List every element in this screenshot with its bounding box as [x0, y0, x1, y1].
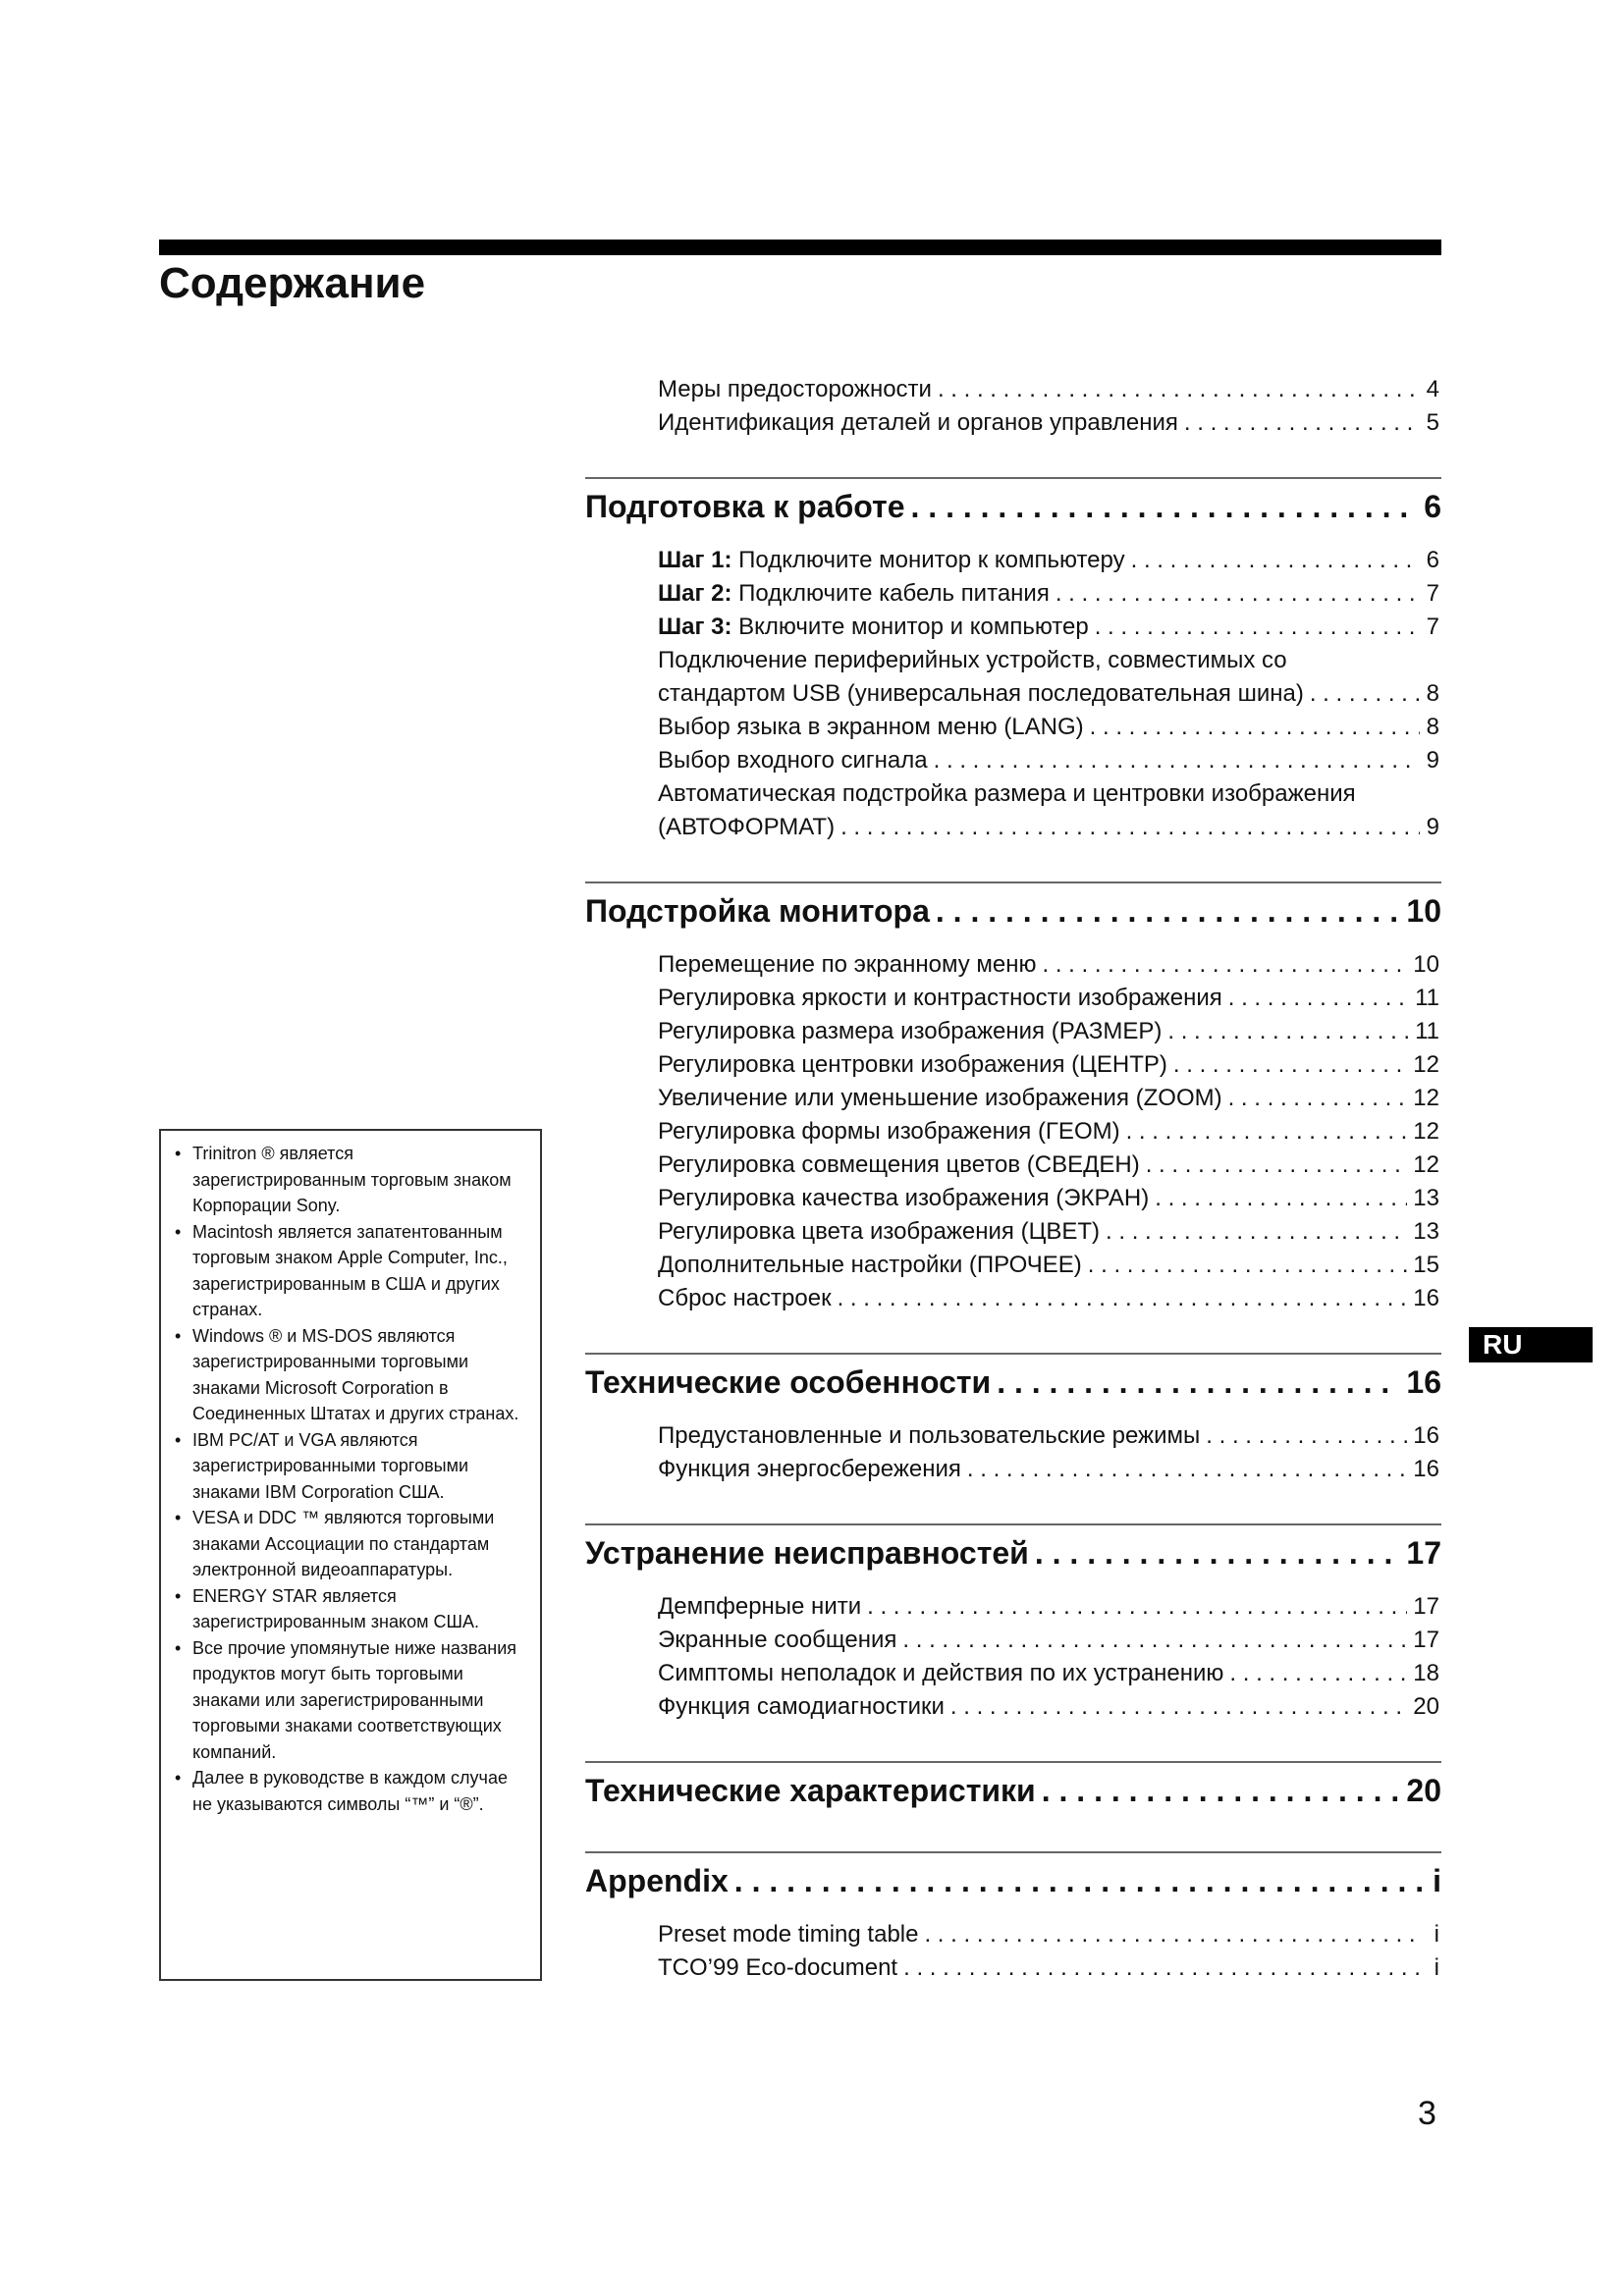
toc-entry[interactable] — [658, 1015, 1439, 1048]
dot-leader — [1056, 577, 1420, 611]
toc-entry-page: i — [1434, 1921, 1439, 1948]
toc-entry-label — [658, 406, 1178, 440]
toc-section-title: Технические особенности — [585, 1364, 992, 1400]
toc-entry[interactable] — [658, 1657, 1439, 1690]
dot-leader — [936, 887, 1401, 934]
dot-leader — [1146, 1148, 1408, 1182]
toc-entry-step: Шаг 1: — [658, 547, 732, 573]
toc-entry[interactable] — [658, 1453, 1439, 1486]
toc-entry-page: 5 — [1426, 409, 1439, 436]
trademark-note: • Trinitron ® является зарегистрированным торговым знаком Корпорации Sony. — [175, 1141, 530, 1219]
toc-section — [585, 881, 1441, 1315]
toc-entry-label — [658, 1690, 945, 1724]
toc-entry[interactable] — [658, 577, 1439, 611]
toc-entry-text: TCO’99 Eco-document — [658, 1954, 898, 1981]
trademark-note: • Macintosh является запатентованным торговым знаком Apple Computer, Inc., зарегистрированным в США и других странах. — [175, 1219, 530, 1323]
toc-entry-label — [658, 948, 1037, 982]
toc-entry-step: Шаг 2: — [658, 580, 732, 607]
toc-entry-text: (АВТОФОРМАТ) — [658, 814, 836, 840]
toc-entry-label — [658, 1590, 861, 1624]
dot-leader — [1206, 1419, 1407, 1453]
toc-entry-text: Подключите кабель питания — [738, 580, 1050, 607]
toc-entry-label — [658, 577, 1050, 611]
toc-entry-text: Регулировка формы изображения (ГЕОМ) — [658, 1118, 1120, 1145]
toc-entry-label — [658, 647, 1287, 673]
toc-section — [585, 477, 1441, 844]
toc-entry-text: Симптомы неполадок и действия по их устранению — [658, 1660, 1224, 1686]
toc-section-heading[interactable] — [585, 1359, 1441, 1406]
toc-entry-page: 4 — [1426, 376, 1439, 402]
dot-leader — [934, 744, 1420, 777]
dot-leader — [1167, 1015, 1409, 1048]
toc-entry-label — [658, 1148, 1140, 1182]
toc-entry-label — [658, 373, 932, 406]
toc-entry-text: Регулировка цвета изображения (ЦВЕТ) — [658, 1218, 1101, 1245]
toc-entry[interactable] — [658, 1249, 1439, 1282]
toc-section-title: Подготовка к работе — [585, 489, 905, 524]
trademark-note: • VESA и DDC ™ являются торговыми знаками Ассоциации по стандартам электронной видеоаппаратуры. — [175, 1505, 530, 1583]
toc-entry-label — [658, 1419, 1200, 1453]
dot-leader — [1126, 1115, 1408, 1148]
dot-leader — [838, 1282, 1408, 1315]
toc-entry-text: Функция самодиагностики — [658, 1693, 945, 1720]
trademark-notes-list — [175, 1141, 530, 1817]
dot-leader — [1155, 1182, 1407, 1215]
top-rule — [159, 240, 1441, 255]
toc-entry-label — [658, 1082, 1222, 1115]
toc-entry[interactable] — [658, 544, 1439, 577]
toc-entry-page: 16 — [1413, 1422, 1439, 1449]
dot-leader — [1106, 1215, 1407, 1249]
toc-entry[interactable] — [658, 611, 1439, 644]
toc-entry-text: Меры предосторожности — [658, 376, 932, 402]
toc-entry-text: Демпферные нити — [658, 1593, 862, 1620]
toc-entry-page: 6 — [1426, 547, 1439, 573]
dot-leader — [997, 1359, 1400, 1406]
toc-entry[interactable] — [658, 982, 1439, 1015]
toc-entry-text: Регулировка яркости и контрастности изображения — [658, 985, 1222, 1011]
toc-entry-text: Preset mode timing table — [658, 1921, 919, 1948]
toc-entry-label — [658, 711, 1084, 744]
toc-section-heading[interactable] — [585, 1767, 1441, 1814]
toc-entry[interactable] — [658, 1951, 1439, 1985]
toc-section-title: Appendix — [585, 1863, 729, 1898]
toc-entry-page: 7 — [1426, 614, 1439, 640]
toc-entry[interactable] — [658, 1918, 1439, 1951]
toc-entry-page: 7 — [1426, 580, 1439, 607]
toc-entry-text: Регулировка размера изображения (РАЗМЕР) — [658, 1018, 1163, 1044]
toc-entry-text: Дополнительные настройки (ПРОЧЕЕ) — [658, 1252, 1082, 1278]
toc-entry[interactable] — [658, 1282, 1439, 1315]
toc-entry[interactable] — [658, 1148, 1439, 1182]
dot-leader — [867, 1590, 1407, 1624]
dot-leader — [911, 483, 1419, 530]
toc-entry-page: 9 — [1426, 814, 1439, 840]
toc-entry-label — [658, 1015, 1162, 1048]
toc-entry[interactable] — [658, 1048, 1439, 1082]
toc-section-page: 17 — [1406, 1535, 1441, 1571]
toc-entry-text: Регулировка качества изображения (ЭКРАН) — [658, 1185, 1150, 1211]
toc-entry[interactable] — [658, 1690, 1439, 1724]
toc-entry-text: Сброс настроек — [658, 1285, 832, 1311]
toc-entry-text: Экранные сообщения — [658, 1627, 897, 1653]
trademark-note: • ENERGY STAR является зарегистрированным знаком США. — [175, 1583, 530, 1635]
dot-leader — [924, 1918, 1420, 1951]
toc-entry-text: Регулировка центровки изображения (ЦЕНТР) — [658, 1051, 1167, 1078]
dot-leader — [1228, 982, 1409, 1015]
toc-entry-label — [658, 1215, 1100, 1249]
toc-section-page: 16 — [1406, 1364, 1441, 1400]
toc-entry[interactable] — [658, 1182, 1439, 1215]
toc-entry[interactable] — [658, 644, 1441, 677]
trademark-note: • Windows ® и MS-DOS являются зарегистрированными торговыми знаками Microsoft Corporation в Соединенных Штатах и других странах. — [175, 1323, 530, 1427]
toc-entry-label — [658, 1453, 961, 1486]
toc-entry-page: 9 — [1426, 747, 1439, 774]
dot-leader — [1229, 1657, 1407, 1690]
toc-section — [585, 1523, 1441, 1724]
dot-leader — [967, 1453, 1407, 1486]
toc-entry-label — [658, 1918, 918, 1951]
toc-entry-label — [658, 744, 928, 777]
dot-leader — [1090, 711, 1420, 744]
trademark-note: • IBM PC/AT и VGA являются зарегистрированными торговыми знаками IBM Corporation США. — [175, 1427, 530, 1506]
dot-leader — [1184, 406, 1420, 440]
toc-section-page: 6 — [1424, 489, 1441, 524]
toc-entry[interactable] — [658, 373, 1439, 406]
toc-section-heading[interactable] — [585, 1529, 1441, 1576]
dot-leader — [1310, 677, 1420, 711]
toc-entry-page: 8 — [1426, 714, 1439, 740]
toc-entry[interactable] — [658, 677, 1439, 711]
toc-entry-label — [658, 1115, 1120, 1148]
trademark-note: • Далее в руководстве в каждом случае не указываются символы “™” и “®”. — [175, 1765, 530, 1817]
toc-entry-text: Автоматическая подстройка размера и центровки изображения — [658, 780, 1356, 807]
toc-entry[interactable] — [658, 811, 1439, 844]
dot-leader — [1173, 1048, 1407, 1082]
toc-entry[interactable] — [658, 1419, 1439, 1453]
toc-entry-page: 11 — [1415, 1018, 1439, 1044]
dot-leader — [734, 1857, 1427, 1904]
toc-entry-label — [658, 544, 1125, 577]
dot-leader — [1043, 948, 1408, 982]
toc-entry-label — [658, 1624, 896, 1657]
dot-leader — [1131, 544, 1420, 577]
toc-entry-text: Подключение периферийных устройств, совместимых со — [658, 647, 1287, 673]
toc-entry-label — [658, 1249, 1082, 1282]
toc-entry-label — [658, 611, 1089, 644]
toc-entry-page: 15 — [1413, 1252, 1439, 1278]
toc-entry-text: Функция энергосбережения — [658, 1456, 961, 1482]
toc-section-heading[interactable] — [585, 1857, 1441, 1904]
toc-entry-page: 20 — [1413, 1693, 1439, 1720]
trademark-notes-box — [159, 1129, 542, 1981]
toc-entry[interactable] — [658, 1215, 1439, 1249]
toc-entry-label — [658, 1951, 897, 1985]
toc-section-page: 10 — [1406, 893, 1441, 929]
dot-leader — [938, 373, 1420, 406]
toc-entry-text: Подключите монитор к компьютеру — [738, 547, 1125, 573]
toc-entry-label — [658, 780, 1356, 807]
page-number: 3 — [1418, 2095, 1436, 2132]
toc-entry-label — [658, 1048, 1167, 1082]
dot-leader — [950, 1690, 1407, 1724]
toc-section-page: i — [1433, 1863, 1441, 1898]
toc-entry-page: 16 — [1413, 1285, 1439, 1311]
toc-section-heading[interactable] — [585, 483, 1441, 530]
toc-entry-page: 12 — [1413, 1051, 1439, 1078]
toc-entry[interactable] — [658, 1624, 1439, 1657]
toc-entry-page: 12 — [1413, 1118, 1439, 1145]
toc-entry[interactable] — [658, 777, 1441, 811]
toc-entry-label — [658, 811, 835, 844]
toc-entry-page: 12 — [1413, 1085, 1439, 1111]
toc-entry-step: Шаг 3: — [658, 614, 732, 640]
dot-leader — [902, 1624, 1407, 1657]
toc-section — [585, 1353, 1441, 1486]
dot-leader — [1088, 1249, 1408, 1282]
toc-entry[interactable] — [658, 711, 1439, 744]
toc-entry-page: 18 — [1413, 1660, 1439, 1686]
dot-leader — [1042, 1767, 1401, 1814]
toc-entry-text: Регулировка совмещения цветов (СВЕДЕН) — [658, 1151, 1140, 1178]
toc-entry[interactable] — [658, 406, 1439, 440]
toc-entry-page: 13 — [1413, 1218, 1439, 1245]
toc-entry-text: Включите монитор и компьютер — [738, 614, 1089, 640]
toc-entry-page: 17 — [1413, 1627, 1439, 1653]
toc-entry-text: Идентификация деталей и органов управления — [658, 409, 1178, 436]
toc-section-title: Подстройка монитора — [585, 893, 930, 929]
dot-leader — [1035, 1529, 1401, 1576]
toc-entry-label — [658, 1657, 1223, 1690]
toc-entry-page: 17 — [1413, 1593, 1439, 1620]
toc-entry[interactable] — [658, 1590, 1439, 1624]
toc-entry-label — [658, 1182, 1149, 1215]
toc-entry[interactable] — [658, 948, 1439, 982]
page-title: Содержание — [159, 259, 426, 307]
toc-entry-text: стандартом USB (универсальная последовательная шина) — [658, 680, 1304, 707]
toc-entry-page: 13 — [1413, 1185, 1439, 1211]
toc-entry-label — [658, 1282, 832, 1315]
toc-entry-label — [658, 677, 1304, 711]
toc-section-page: 20 — [1406, 1773, 1441, 1808]
dot-leader — [903, 1951, 1420, 1985]
toc-section-heading[interactable] — [585, 887, 1441, 934]
dot-leader — [1095, 611, 1420, 644]
toc-entry-page: 16 — [1413, 1456, 1439, 1482]
toc-entry-page: 10 — [1413, 951, 1439, 978]
toc-entry-text: Увеличение или уменьшение изображения (ZOOM) — [658, 1085, 1222, 1111]
table-of-contents — [585, 373, 1441, 1985]
language-tab: RU — [1469, 1327, 1593, 1362]
toc-section — [585, 1761, 1441, 1814]
toc-entry-text: Перемещение по экранному меню — [658, 951, 1037, 978]
toc-entry-page: 8 — [1426, 680, 1439, 707]
toc-entry-page: 11 — [1415, 985, 1439, 1011]
toc-entry[interactable] — [658, 1115, 1439, 1148]
toc-section-title: Устранение неисправностей — [585, 1535, 1029, 1571]
toc-entry-page: i — [1434, 1954, 1439, 1981]
toc-section — [585, 1851, 1441, 1985]
dot-leader — [1228, 1082, 1408, 1115]
toc-entry[interactable] — [658, 1082, 1439, 1115]
trademark-note: • Все прочие упомянутые ниже названия продуктов могут быть торговыми знаками или зарегистрированными торговыми знаками соответствующих компаний. — [175, 1635, 530, 1766]
dot-leader — [840, 811, 1420, 844]
toc-entry-page: 12 — [1413, 1151, 1439, 1178]
toc-entry-label — [658, 982, 1222, 1015]
toc-entry-text: Предустановленные и пользовательские режимы — [658, 1422, 1201, 1449]
toc-entry[interactable] — [658, 744, 1439, 777]
toc-section-title: Технические характеристики — [585, 1773, 1036, 1808]
toc-entry-text: Выбор языка в экранном меню (LANG) — [658, 714, 1084, 740]
toc-entry-text: Выбор входного сигнала — [658, 747, 928, 774]
